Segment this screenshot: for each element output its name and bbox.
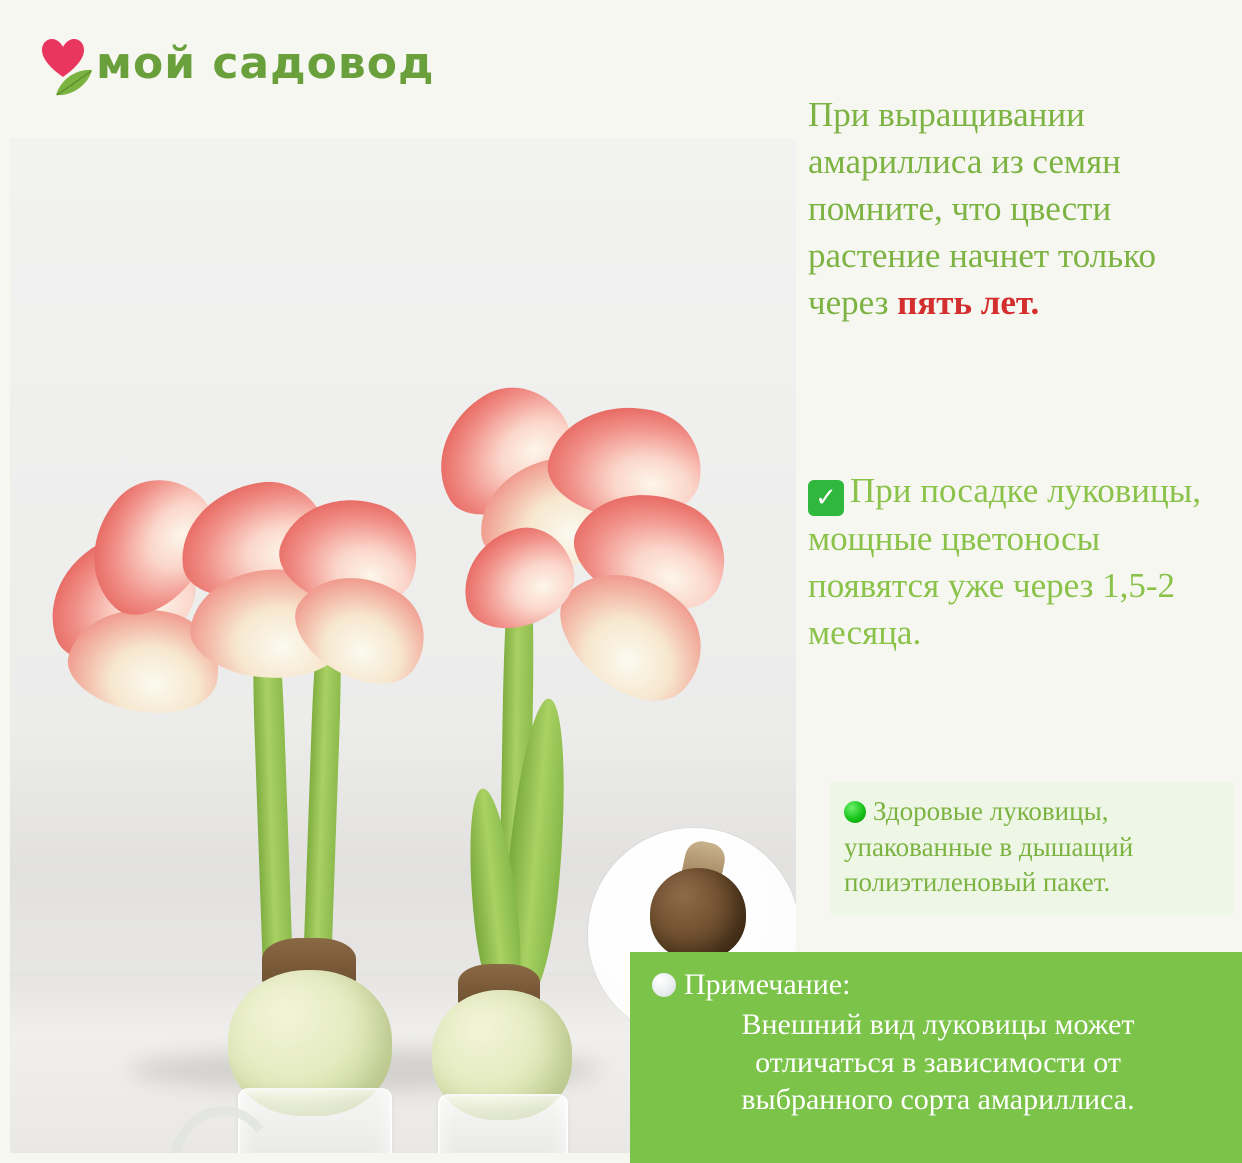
info-text-seeds-main: При выращивании амариллиса из семян помните, что цвести растение начнет только через xyxy=(808,95,1156,322)
glass-jar xyxy=(438,1094,568,1153)
remark-title: Примечание: xyxy=(684,968,851,1001)
site-logo xyxy=(38,28,435,100)
leaf-icon xyxy=(54,67,94,97)
green-dot-icon xyxy=(844,801,866,823)
info-text-bulb-planting xyxy=(808,468,1238,657)
remark-line-2: отличаться в зависимости от xyxy=(755,1045,1121,1079)
info-text-seeds xyxy=(808,92,1234,326)
remark-line-3: выбранного сорта амариллиса. xyxy=(741,1083,1135,1117)
white-dot-icon xyxy=(652,973,676,997)
dry-bulb xyxy=(650,868,746,960)
healthy-bulbs-note xyxy=(830,782,1234,915)
remark-title-row xyxy=(652,966,1224,1004)
logo-mark xyxy=(38,31,100,97)
remark-line-1: Внешний вид луковицы может xyxy=(741,1007,1135,1041)
healthy-bulbs-note-text: Здоровые луковицы, упакованные в дышащий полиэтиленовый пакет. xyxy=(844,796,1134,898)
logo-text: мой садовод xyxy=(96,38,435,89)
info-text-bulb-planting-label: При посадке луковицы, мощные цветоносы появятся уже через 1,5-2 месяца. xyxy=(808,471,1202,652)
info-text-seeds-highlight: пять лет. xyxy=(897,282,1040,322)
remark-band xyxy=(630,952,1242,1163)
check-icon: ✓ xyxy=(808,480,844,516)
